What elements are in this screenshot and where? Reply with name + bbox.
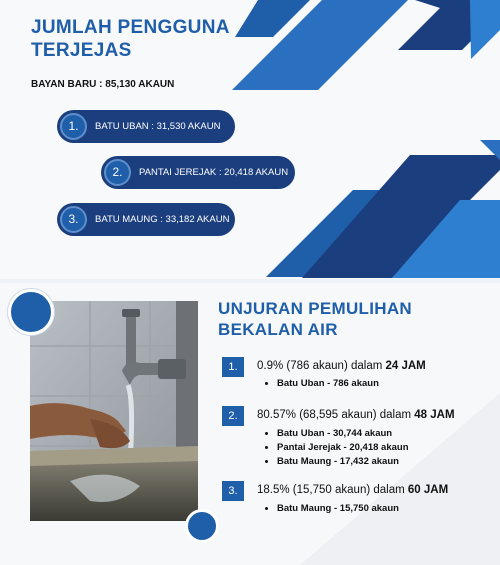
list-item: • Pantai Jerejak - 20,418 akaun: [277, 441, 409, 455]
slide-title: UNJURAN PEMULIHAN BEKALAN AIR: [218, 299, 412, 339]
recovery-duration: 24 JAM: [385, 360, 426, 372]
list-item: • Batu Uban - 786 akaun: [277, 377, 379, 391]
recovery-text: 80.57% (68,595 akaun) dalam: [257, 409, 415, 421]
item-number-box: 3.: [222, 481, 244, 501]
item-number-box: 1.: [222, 357, 244, 377]
slide-title: JUMLAH PENGGUNA TERJEJAS: [31, 17, 230, 61]
recovery-text: 0.9% (786 akaun) dalam: [257, 360, 386, 372]
slide-affected-users: [0, 0, 500, 279]
recovery-duration: 60 JAM: [407, 484, 449, 496]
recovery-headline: [257, 409, 455, 421]
item-label: PANTAI JEREJAK : 20,418 AKAUN: [139, 167, 289, 178]
recovery-text: 18.5% (15,750 akaun) dalam: [257, 484, 408, 496]
recovery-duration: 48 JAM: [414, 409, 455, 421]
area-breakdown-list: [263, 377, 379, 391]
affected-area-item: [101, 156, 295, 189]
list-item: • Batu Maung - 17,432 akaun: [277, 455, 409, 469]
item-label: BATU MAUNG : 33,182 AKAUN: [95, 214, 230, 225]
item-number-box: 2.: [222, 406, 244, 426]
affected-area-item: [57, 203, 235, 236]
area-breakdown-list: [263, 502, 399, 516]
list-item: • Batu Uban - 30,744 akaun: [277, 427, 409, 441]
total-accounts-label: BAYAN BARU : 85,130 AKAUN: [31, 79, 175, 90]
slide-water-recovery: [0, 283, 500, 565]
item-number: 1.: [60, 113, 87, 140]
recovery-headline: [257, 484, 448, 496]
list-item: • Batu Maung - 15,750 akaun: [277, 502, 399, 516]
decorative-circle: [8, 289, 54, 335]
decorative-circle: [185, 509, 219, 543]
affected-area-item: [57, 110, 235, 143]
item-label: BATU UBAN : 31,530 AKAUN: [95, 121, 221, 132]
item-number: 2.: [104, 159, 131, 186]
water-tap-photo: [30, 301, 198, 521]
item-number: 3.: [60, 206, 87, 233]
recovery-headline: [257, 360, 426, 372]
area-breakdown-list: [263, 427, 409, 469]
